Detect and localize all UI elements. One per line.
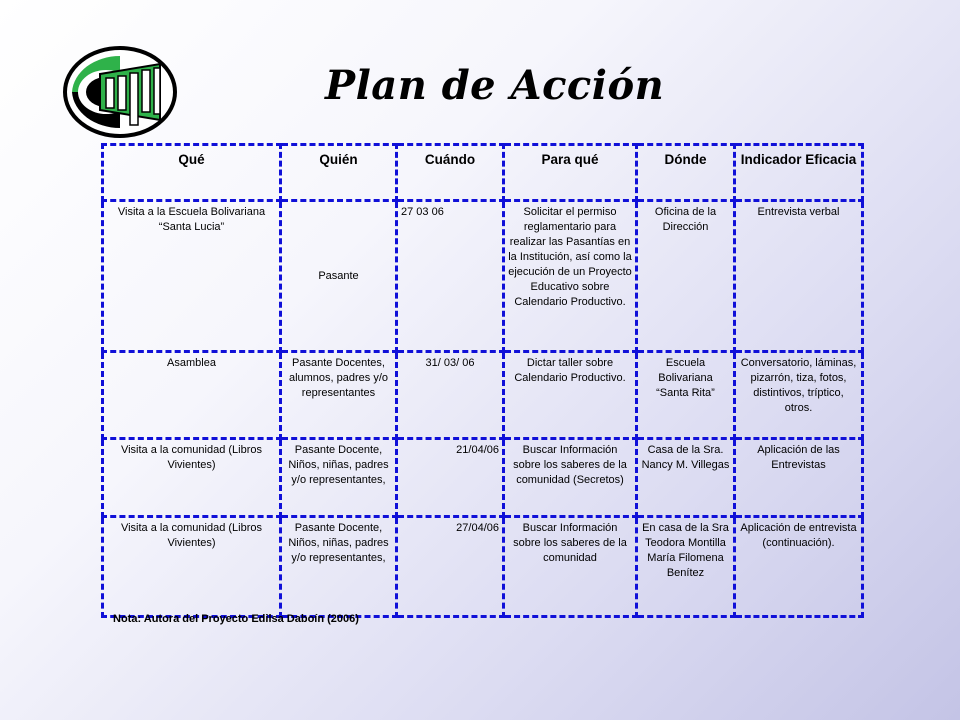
table-row <box>103 517 863 617</box>
cell-quien: Pasante Docente, Niños, niñas, padres y/o representantes, <box>281 517 397 617</box>
cell-donde: En casa de la Sra Teodora Montilla María Filomena Benítez <box>637 517 735 617</box>
cell-cuando: 21/04/06 <box>397 439 504 517</box>
cell-quien: Pasante Docente, Niños, niñas, padres y/o representantes, <box>281 439 397 517</box>
cell-que: Visita a la comunidad (Libros Vivientes) <box>103 517 281 617</box>
cell-cuando: 31/ 03/ 06 <box>397 352 504 439</box>
cell-indicador: Aplicación de entrevista (continuación). <box>735 517 863 617</box>
cell-para-que: Solicitar el permiso reglamentario para realizar las Pasantías en la Institución, así como la ejecución de un Proyecto Educativo sobre Calendario Productivo. <box>504 201 637 352</box>
header-donde: Dónde <box>637 145 735 201</box>
cell-para-que: Dictar taller sobre Calendario Productivo. <box>504 352 637 439</box>
action-plan-table <box>101 143 864 618</box>
cell-indicador: Entrevista verbal <box>735 201 863 352</box>
cell-que: Asamblea <box>103 352 281 439</box>
header-indicador-eficacia: Indicador Eficacia <box>735 145 863 201</box>
school-logo-icon <box>60 42 180 142</box>
cell-para-que: Buscar Información sobre los saberes de la comunidad <box>504 517 637 617</box>
header-para-que: Para qué <box>504 145 637 201</box>
header-cuando: Cuándo <box>397 145 504 201</box>
cell-donde: Oficina de la Dirección <box>637 201 735 352</box>
page-title: Plan de Acción <box>325 62 665 109</box>
header-que: Qué <box>103 145 281 201</box>
cell-cuando: 27/04/06 <box>397 517 504 617</box>
table-row <box>103 439 863 517</box>
table-header-row <box>103 145 863 201</box>
cell-indicador: Aplicación de las Entrevistas <box>735 439 863 517</box>
table-row <box>103 352 863 439</box>
cell-para-que: Buscar Información sobre los saberes de la comunidad (Secretos) <box>504 439 637 517</box>
cell-donde: Escuela Bolivariana “Santa Rita” <box>637 352 735 439</box>
cell-que: Visita a la Escuela Bolivariana “Santa Lucia” <box>103 201 281 352</box>
cell-quien: Pasante Docentes, alumnos, padres y/o representantes <box>281 352 397 439</box>
cell-indicador: Conversatorio, láminas, pizarrón, tiza, fotos, distintivos, tríptico, otros. <box>735 352 863 439</box>
cell-que: Visita a la comunidad (Libros Vivientes) <box>103 439 281 517</box>
cell-quien: Pasante <box>281 201 397 352</box>
source-note: Nota: Autora del Proyecto Edilsa Daboín (2006) <box>113 613 359 625</box>
cell-donde: Casa de la Sra. Nancy M. Villegas <box>637 439 735 517</box>
table-row <box>103 201 863 352</box>
header-quien: Quién <box>281 145 397 201</box>
cell-cuando: 27 03 06 <box>397 201 504 352</box>
